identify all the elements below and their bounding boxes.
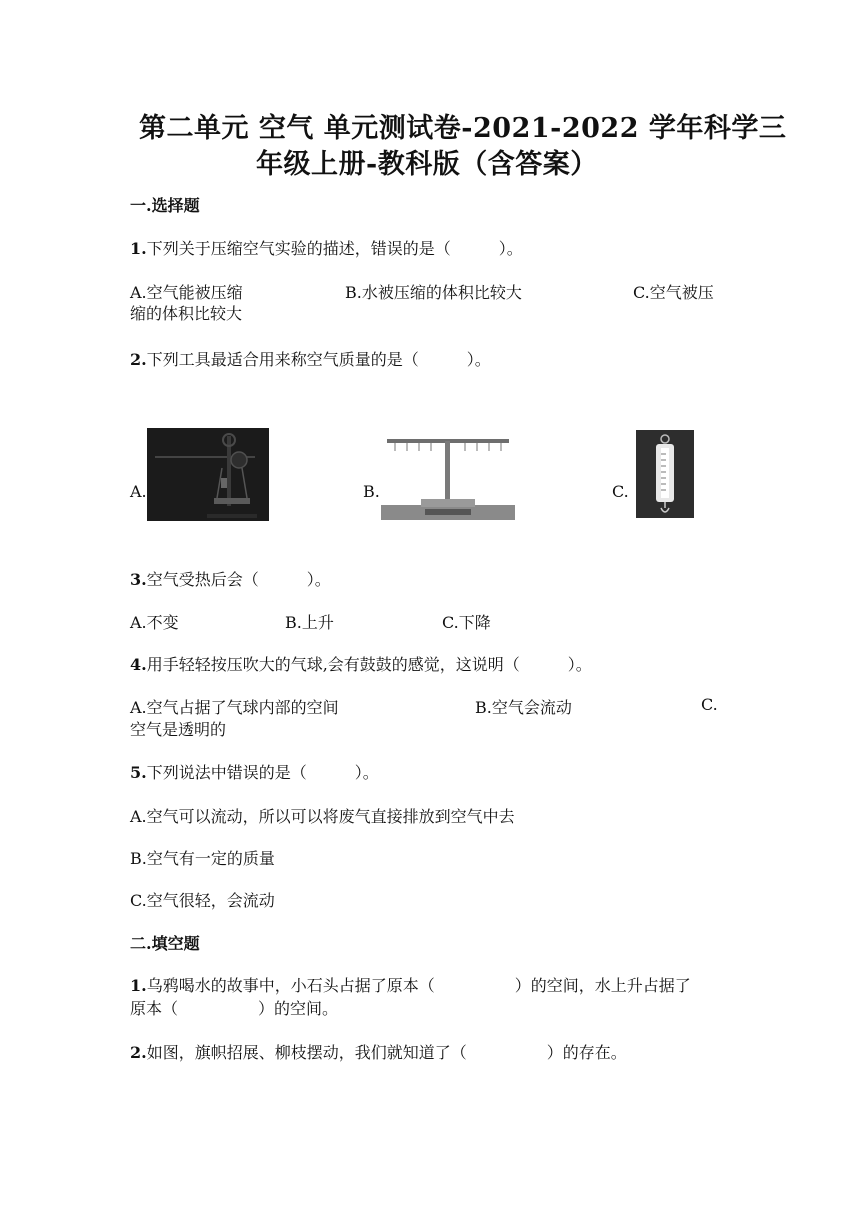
question-text: 乌鸦喝水的故事中，小石头占据了原本（ ）的空间，水上升占据了 [146, 976, 691, 995]
q5-option-b: B.空气有一定的质量 [130, 849, 275, 868]
fill-question-2 [130, 1040, 627, 1063]
question-1 [130, 236, 523, 259]
question-number: 2. [130, 350, 147, 369]
question-text: 下列说法中错误的是（ ）。 [146, 763, 379, 782]
q2-option-a-label: A. [130, 482, 147, 501]
question-2 [130, 347, 491, 370]
fill-question-1-continued: 原本（ ）的空间。 [130, 999, 339, 1018]
q4-option-a: A.空气占据了气球内部的空间 [130, 698, 339, 717]
question-text: 下列工具最适合用来称空气质量的是（ ）。 [146, 350, 491, 369]
question-number: 1. [130, 239, 147, 258]
q1-option-a: A.空气能被压缩 [130, 283, 243, 302]
q3-option-a: A.不变 [130, 613, 179, 632]
question-number: 3. [130, 570, 147, 589]
q3-option-c: C.下降 [442, 613, 491, 632]
question-text: 用手轻轻按压吹大的气球,会有鼓鼓的感觉，这说明（ ）。 [146, 655, 592, 674]
question-text: 空气受热后会（ ）。 [146, 570, 331, 589]
question-number: 4. [130, 655, 147, 674]
q5-option-a: A.空气可以流动，所以可以将废气直接排放到空气中去 [130, 807, 515, 826]
q4-option-c-continued: 空气是透明的 [130, 720, 227, 739]
q4-option-c: C. [701, 695, 718, 714]
lever-rack-image [381, 431, 515, 520]
spring-scale-image [636, 430, 694, 518]
question-text: 如图，旗帜招展、柳枝摆动，我们就知道了（ ）的存在。 [146, 1043, 627, 1062]
fill-question-1 [130, 973, 691, 996]
q2-option-c-label: C. [612, 482, 629, 501]
q1-option-c-continued: 缩的体积比较大 [130, 304, 243, 323]
q4-option-b: B.空气会流动 [475, 698, 572, 717]
question-text: 下列关于压缩空气实验的描述，错误的是（ ）。 [146, 239, 523, 258]
q5-option-c: C.空气很轻，会流动 [130, 891, 275, 910]
question-number: 5. [130, 763, 147, 782]
balance-scale-image [147, 428, 269, 521]
title-line-1: 第二单元 空气 单元测试卷-2021-2022 学年科学三 [139, 113, 787, 144]
question-3 [130, 567, 331, 590]
question-5 [130, 760, 379, 783]
title-line-2: 年级上册-教科版（含答案） [256, 149, 598, 180]
section-heading-fill-blank: 二.填空题 [130, 934, 200, 953]
q1-option-b: B.水被压缩的体积比较大 [345, 283, 522, 302]
q2-option-b-label: B. [363, 482, 380, 501]
question-4 [130, 652, 592, 675]
question-number: 2. [130, 1043, 147, 1062]
section-heading-choice: 一.选择题 [130, 196, 200, 215]
question-number: 1. [130, 976, 147, 995]
q1-option-c: C.空气被压 [633, 283, 714, 302]
q3-option-b: B.上升 [285, 613, 334, 632]
